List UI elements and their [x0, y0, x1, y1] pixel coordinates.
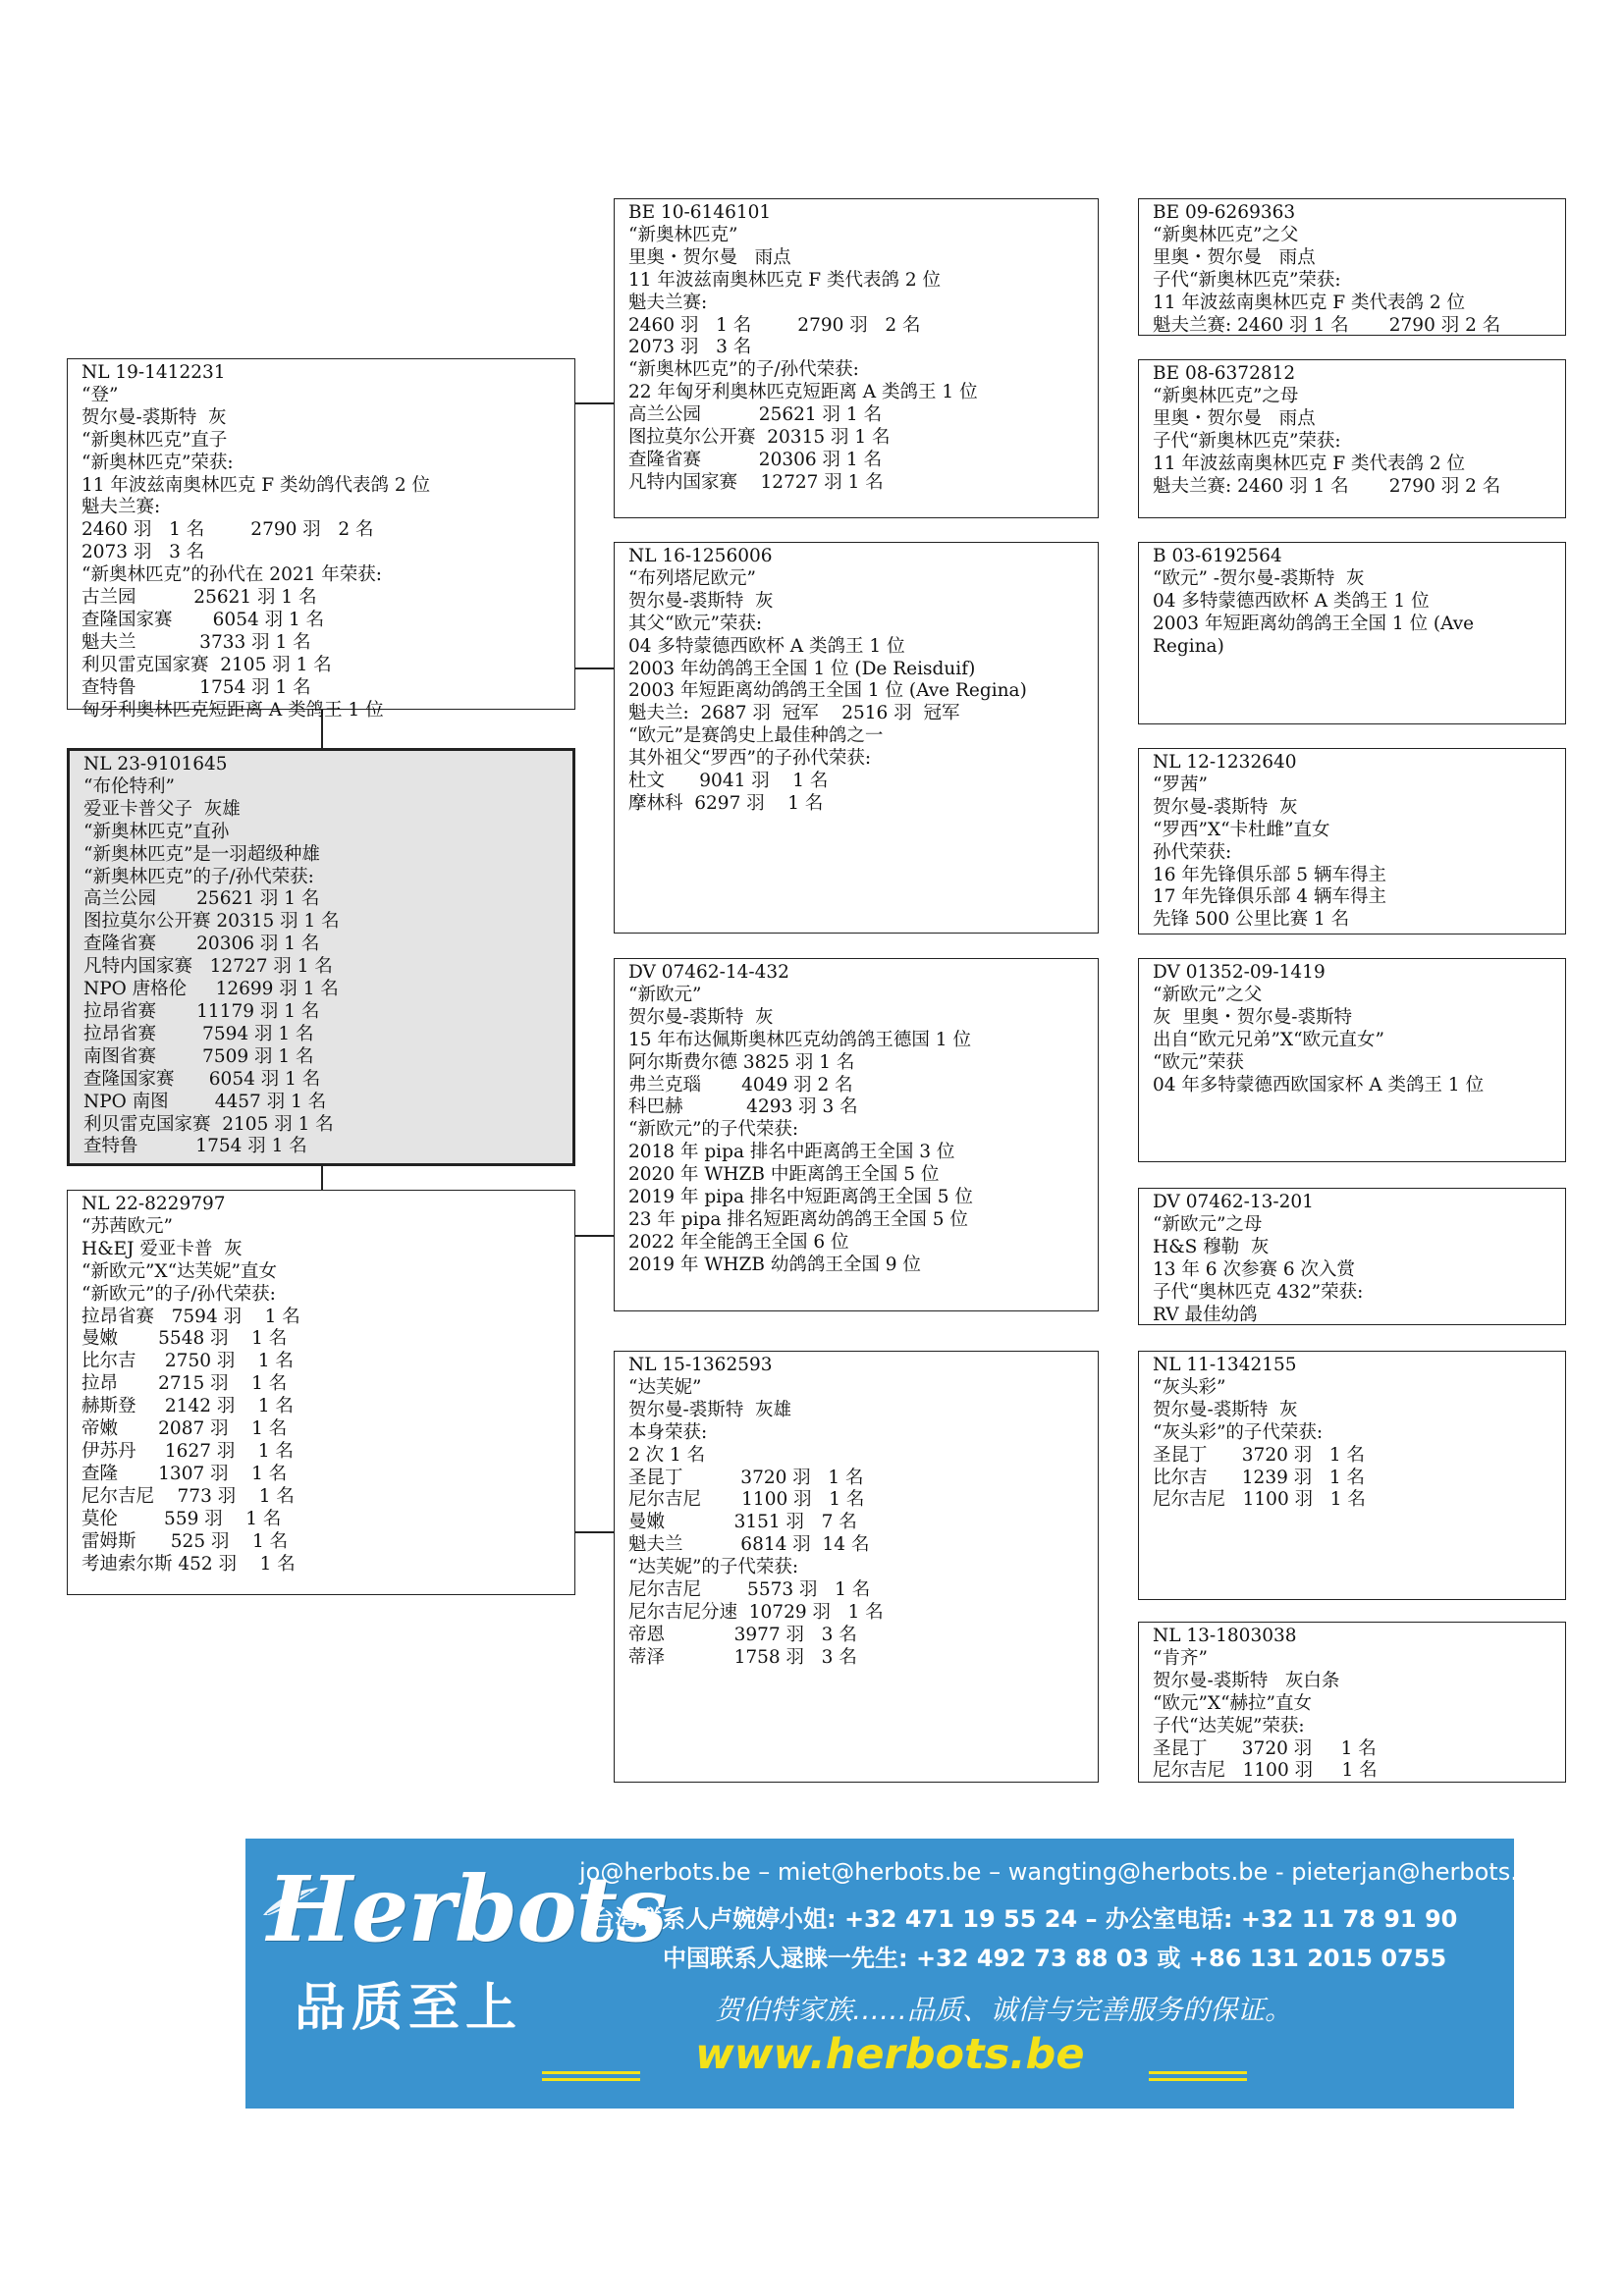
pedigree-line: “新奥林匹克”的子/孙代荣获: — [83, 866, 314, 887]
ring-number: DV 07462-14-432 — [628, 962, 789, 983]
pedigree-line: 尼尔吉尼 1100 羽 1 名 — [628, 1489, 865, 1511]
ring-number: NL 19-1412231 — [81, 362, 226, 383]
ring-number: B 03-6192564 — [1153, 546, 1282, 566]
pedigree-line: 爱亚卡普父子 灰雄 — [83, 798, 241, 820]
pedigree-line: 里奥・贺尔曼 雨点 — [628, 246, 791, 268]
pedigree-line: 子代“新奥林匹克”荣获: — [1153, 269, 1341, 291]
pedigree-line: 查隆 1307 羽 1 名 — [81, 1463, 288, 1484]
dam-sire-card — [614, 958, 1099, 1311]
pedigree-line: “新欧元” — [628, 984, 702, 1005]
pedigree-line: “新奥林匹克” — [628, 224, 738, 245]
pedigree-line: 尼尔吉尼 773 羽 1 名 — [81, 1485, 295, 1507]
pedigree-line: “新奥林匹克”直孙 — [83, 821, 230, 842]
pedigree-line: “新欧元”之母 — [1153, 1213, 1263, 1235]
sire-sire-dam-card — [1138, 359, 1566, 518]
pedigree-line: 曼嫩 5548 羽 1 名 — [81, 1328, 288, 1350]
pedigree-line: “新奥林匹克”的子/孙代荣获: — [628, 359, 859, 381]
pedigree-line: 伊苏丹 1627 羽 1 名 — [81, 1440, 295, 1462]
pedigree-line: 高兰公园 25621 羽 1 名 — [83, 888, 320, 910]
pedigree-line: 拉昂省赛 11179 羽 1 名 — [83, 1000, 320, 1022]
pedigree-line: 古兰园 25621 羽 1 名 — [81, 587, 317, 609]
pedigree-line: 2073 羽 3 名 — [81, 542, 205, 563]
ring-number: NL 11-1342155 — [1153, 1355, 1297, 1375]
pedigree-line: 贺尔曼-裘斯特 灰白条 — [1153, 1670, 1340, 1691]
pedigree-line: 2019 年 WHZB 幼鸽鸽王全国 9 位 — [628, 1254, 921, 1275]
sire-dam-dam-card — [1138, 748, 1566, 934]
pedigree-line: “新奥林匹克”之父 — [1153, 224, 1299, 245]
ring-number: DV 07462-13-201 — [1153, 1192, 1314, 1212]
pedigree-line: 先锋 500 公里比赛 1 名 — [1153, 909, 1350, 931]
dam-dam-dam-card — [1138, 1622, 1566, 1783]
pedigree-line: 帝嫩 2087 羽 1 名 — [81, 1418, 288, 1440]
pedigree-line: “新欧元”的子/孙代荣获: — [81, 1283, 276, 1305]
sire-dam-sire-card — [1138, 542, 1566, 724]
pedigree-line: 2003 年幼鸽鸽王全国 1 位 (De Reisduif) — [628, 658, 976, 679]
connector-sire-sire — [574, 402, 615, 404]
pedigree-line: 圣昆丁 3720 羽 1 名 — [1153, 1444, 1366, 1466]
pedigree-line: 13 年 6 次参赛 6 次入赏 — [1153, 1258, 1355, 1280]
pedigree-line: “欧元” -贺尔曼-裘斯特 灰 — [1153, 567, 1365, 589]
pedigree-line: 魁夫兰 3733 羽 1 名 — [81, 631, 311, 653]
pedigree-line: 2003 年短距离幼鸽鸽王全国 1 位 (Ave — [1153, 613, 1475, 634]
taiwan-contact: 台湾联系人卢婉婷小姐: +32 471 19 55 24 – 办公室电话: +32 11 78 91 90 — [591, 1905, 1458, 1933]
pedigree-line: 查隆省赛 20306 羽 1 名 — [628, 449, 883, 470]
pedigree-line: “灰头彩”的子代荣获: — [1153, 1421, 1324, 1443]
pedigree-line: 赫斯登 2142 羽 1 名 — [81, 1396, 295, 1417]
pedigree-line: 11 年波兹南奥林匹克 F 类代表鸽 2 位 — [1153, 453, 1466, 474]
ring-number: NL 15-1362593 — [628, 1355, 773, 1375]
pedigree-line: 拉昂 2715 羽 1 名 — [81, 1373, 288, 1395]
pedigree-line: NPO 唐格伦 12699 羽 1 名 — [83, 979, 339, 1000]
pedigree-line: 魁夫兰赛: 2460 羽 1 名 2790 羽 2 名 — [1153, 314, 1501, 336]
pedigree-line: 比尔吉 1239 羽 1 名 — [1153, 1467, 1366, 1488]
pedigree-line: 2073 羽 3 名 — [628, 337, 752, 358]
decorative-line-left-2 — [542, 2078, 640, 2081]
pedigree-line: “登” — [81, 384, 119, 405]
ring-number: NL 12-1232640 — [1153, 752, 1297, 773]
pedigree-line: 匈牙利奥林匹克短距离 A 类鸽王 1 位 — [81, 699, 384, 721]
website-link[interactable]: www.herbots.be — [695, 2030, 1085, 2079]
pedigree-line: 17 年先锋俱乐部 4 辆车得主 — [1153, 886, 1386, 908]
decorative-line-left — [542, 2071, 640, 2074]
pedigree-line: 高兰公园 25621 羽 1 名 — [628, 404, 883, 426]
dam-dam-card — [614, 1351, 1099, 1783]
pedigree-line: 杜文 9041 羽 1 名 — [628, 771, 829, 792]
pedigree-line: Regina) — [1153, 635, 1224, 657]
pedigree-line: H&EJ 爱亚卡普 灰 — [81, 1238, 243, 1259]
pedigree-line: 2460 羽 1 名 2790 羽 2 名 — [628, 314, 921, 336]
pedigree-line: 查特鲁 1754 羽 1 名 — [83, 1136, 307, 1157]
pedigree-line: 贺尔曼-裘斯特 灰 — [628, 590, 774, 612]
pedigree-line: 查隆国家赛 6054 羽 1 名 — [83, 1068, 321, 1090]
pedigree-line: 曼嫩 3151 羽 7 名 — [628, 1512, 857, 1533]
pedigree-line: 尼尔吉尼 5573 羽 1 名 — [628, 1579, 871, 1601]
pedigree-line: 15 年布达佩斯奥林匹克幼鸽鸽王德国 1 位 — [628, 1029, 971, 1050]
pedigree-line: 22 年匈牙利奥林匹克短距离 A 类鸽王 1 位 — [628, 382, 978, 403]
pedigree-line: 阿尔斯费尔德 3825 羽 1 名 — [628, 1051, 855, 1073]
pedigree-line: “肯齐” — [1153, 1647, 1208, 1669]
pedigree-line: 2022 年全能鸽王全国 6 位 — [628, 1231, 849, 1253]
pedigree-line: 出自“欧元兄弟”X“欧元直女” — [1153, 1029, 1385, 1050]
pedigree-line: 尼尔吉尼 1100 羽 1 名 — [1153, 1489, 1366, 1511]
dam-dam-sire-card — [1138, 1351, 1566, 1600]
pedigree-line: 04 年多特蒙德西欧国家杯 A 类鸽王 1 位 — [1153, 1074, 1485, 1095]
pedigree-line: 莫伦 559 羽 1 名 — [81, 1508, 282, 1529]
pedigree-line: 本身荣获: — [628, 1421, 708, 1443]
pedigree-line: 贺尔曼-裘斯特 灰雄 — [628, 1399, 792, 1420]
dam-sire-dam-card — [1138, 1188, 1566, 1325]
pedigree-line: 蒂泽 1758 羽 3 名 — [628, 1646, 857, 1668]
pedigree-line: 凡特内国家赛 12727 羽 1 名 — [628, 471, 884, 493]
ring-number: DV 01352-09-1419 — [1153, 962, 1326, 983]
pedigree-line: “新欧元”X“达芙妮”直女 — [81, 1260, 278, 1282]
pedigree-line: “罗茜” — [1153, 774, 1208, 795]
pedigree-line: 2019 年 pipa 排名中短距离鸽王全国 5 位 — [628, 1187, 973, 1208]
pedigree-line: 图拉莫尔公开赛 20315 羽 1 名 — [83, 911, 340, 933]
pedigree-line: 2018 年 pipa 排名中距离鸽王全国 3 位 — [628, 1142, 955, 1163]
connector-dam-sire — [574, 1235, 615, 1237]
tagline: 贺伯特家族……品质、诚信与完善服务的保证。 — [715, 1994, 1293, 2026]
pedigree-line: 里奥・贺尔曼 雨点 — [1153, 407, 1316, 429]
pedigree-line: 04 多特蒙德西欧杯 A 类鸽王 1 位 — [628, 635, 905, 657]
pedigree-line: “新奥林匹克”荣获: — [81, 452, 234, 473]
pedigree-line: “达芙妮” — [628, 1376, 702, 1398]
pedigree-line: “欧元”X“赫拉”直女 — [1153, 1692, 1313, 1714]
sire-sire-card — [614, 198, 1099, 518]
decorative-line-right — [1149, 2071, 1247, 2074]
pedigree-line: 贺尔曼-裘斯特 灰 — [1153, 796, 1298, 818]
pedigree-line: “新欧元”的子代荣获: — [628, 1119, 799, 1141]
contact-banner — [245, 1839, 1547, 2109]
ring-number: NL 16-1256006 — [628, 546, 773, 566]
pedigree-line: “苏茜欧元” — [81, 1215, 173, 1237]
pedigree-line: “新奥林匹克”的孙代在 2021 年荣获: — [81, 564, 382, 586]
pedigree-line: 贺尔曼-裘斯特 灰 — [1153, 1399, 1298, 1420]
ring-number: NL 13-1803038 — [1153, 1626, 1297, 1646]
pedigree-line: 11 年波兹南奥林匹克 F 类代表鸽 2 位 — [628, 269, 942, 291]
pedigree-line: 贺尔曼-裘斯特 灰 — [628, 1006, 774, 1028]
pedigree-line: RV 最佳幼鸽 — [1153, 1304, 1258, 1325]
pedigree-line: 查隆省赛 20306 羽 1 名 — [83, 934, 320, 955]
china-contact: 中国联系人逯睐一先生: +32 492 73 88 03 或 +86 131 2015 0755 — [663, 1945, 1447, 1972]
pedigree-line: 2460 羽 1 名 2790 羽 2 名 — [81, 519, 374, 541]
herbots-logo: Herbots — [267, 1856, 667, 1962]
pedigree-line: 子代“新奥林匹克”荣获: — [1153, 430, 1341, 452]
pedigree-line: 其外祖父“罗西”的子孙代荣获: — [628, 748, 872, 770]
pedigree-line: 比尔吉 2750 羽 1 名 — [81, 1351, 295, 1372]
ring-number: NL 22-8229797 — [81, 1194, 226, 1214]
ring-number: BE 09-6269363 — [1153, 202, 1296, 223]
pedigree-line: 南图省赛 7509 羽 1 名 — [83, 1045, 314, 1067]
sire-sire-sire-card — [1138, 198, 1566, 336]
pedigree-line: 2020 年 WHZB 中距离鸽王全国 5 位 — [628, 1164, 940, 1186]
pedigree-line: “欧元”是赛鸽史上最佳种鸽之一 — [628, 725, 884, 747]
pedigree-line: 利贝雷克国家赛 2105 羽 1 名 — [81, 654, 332, 675]
pedigree-line: 里奥・贺尔曼 雨点 — [1153, 246, 1316, 268]
email-addresses[interactable]: jo@herbots.be – miet@herbots.be – wangting@herbots.be - pieterjan@herbots.be — [579, 1858, 1547, 1886]
pedigree-line: 帝恩 3977 羽 3 名 — [628, 1624, 857, 1645]
connector-sire-dam — [574, 667, 615, 669]
pedigree-line: 圣昆丁 3720 羽 1 名 — [628, 1467, 864, 1488]
pedigree-line: “灰头彩” — [1153, 1376, 1226, 1398]
pedigree-line: 雷姆斯 525 羽 1 名 — [81, 1530, 289, 1552]
pedigree-line: 魁夫兰: 2687 羽 冠军 2516 羽 冠军 — [628, 703, 960, 724]
dam-sire-sire-card — [1138, 958, 1566, 1162]
pedigree-line: 魁夫兰赛: — [628, 292, 708, 313]
decorative-line-right-2 — [1149, 2078, 1247, 2081]
ring-number: NL 23-9101645 — [83, 754, 228, 774]
pedigree-line: “布列塔尼欧元” — [628, 567, 756, 589]
slogan: 品质至上 — [295, 1979, 523, 2038]
pedigree-line: 弗兰克瑙 4049 羽 2 名 — [628, 1074, 853, 1095]
pedigree-line: 2003 年短距离幼鸽鸽王全国 1 位 (Ave Regina) — [628, 680, 1027, 702]
pedigree-line: 查特鲁 1754 羽 1 名 — [81, 676, 311, 698]
pedigree-line: 利贝雷克国家赛 2105 羽 1 名 — [83, 1113, 334, 1135]
pedigree-line: “新奥林匹克”之母 — [1153, 385, 1299, 406]
pedigree-line: 11 年波兹南奥林匹克 F 类代表鸽 2 位 — [1153, 292, 1466, 313]
pedigree-subject-card — [67, 748, 575, 1166]
pedigree-line: 考迪索尔斯 452 羽 1 名 — [81, 1553, 296, 1575]
pedigree-line: 魁夫兰赛: — [81, 497, 161, 518]
pedigree-line: 拉昂省赛 7594 羽 1 名 — [83, 1023, 314, 1044]
connector-dam-dam — [574, 1531, 615, 1533]
pedigree-line: 魁夫兰赛: 2460 羽 1 名 2790 羽 2 名 — [1153, 475, 1501, 497]
pedigree-line: “新欧元”之父 — [1153, 984, 1263, 1005]
pedigree-line: “达芙妮”的子代荣获: — [628, 1557, 799, 1578]
pedigree-line: 图拉莫尔公开赛 20315 羽 1 名 — [628, 427, 891, 449]
dam-card — [67, 1190, 575, 1595]
pedigree-line: 尼尔吉尼分速 10729 羽 1 名 — [628, 1601, 884, 1623]
pedigree-line: NPO 南图 4457 羽 1 名 — [83, 1091, 327, 1112]
pedigree-line: 其父“欧元”荣获: — [628, 613, 763, 634]
pedigree-line: 摩林科 6297 羽 1 名 — [628, 792, 824, 814]
pedigree-line: 04 多特蒙德西欧杯 A 类鸽王 1 位 — [1153, 590, 1430, 612]
pedigree-line: 2 次 1 名 — [628, 1444, 706, 1466]
pedigree-line: 贺尔曼-裘斯特 灰 — [81, 406, 227, 428]
pedigree-line: 子代“奥林匹克 432”荣获: — [1153, 1281, 1364, 1303]
pedigree-line: 尼尔吉尼 1100 羽 1 名 — [1153, 1760, 1378, 1782]
pedigree-line: “新奥林匹克”直子 — [81, 429, 228, 451]
pedigree-line: 圣昆丁 3720 羽 1 名 — [1153, 1737, 1377, 1759]
pedigree-line: H&S 穆勒 灰 — [1153, 1236, 1270, 1257]
pedigree-line: 23 年 pipa 排名短距离幼鸽鸽王全国 5 位 — [628, 1208, 968, 1230]
ring-number: BE 08-6372812 — [1153, 363, 1296, 384]
connector-subject-dam — [321, 1165, 323, 1191]
pedigree-line: 11 年波兹南奥林匹克 F 类幼鸽代表鸽 2 位 — [81, 474, 431, 496]
pedigree-line: 魁夫兰 6814 羽 14 名 — [628, 1534, 870, 1556]
pedigree-line: 凡特内国家赛 12727 羽 1 名 — [83, 956, 333, 978]
sire-card — [67, 358, 575, 721]
ring-number: BE 10-6146101 — [628, 202, 772, 223]
pedigree-line: 16 年先锋俱乐部 5 辆车得主 — [1153, 864, 1386, 885]
pedigree-line: 孙代荣获: — [1153, 841, 1232, 863]
pedigree-line: “欧元”荣获 — [1153, 1051, 1244, 1073]
pedigree-line: “新奥林匹克”是一羽超级种雄 — [83, 843, 320, 865]
pedigree-line: “布伦特利” — [83, 775, 175, 797]
pedigree-line: 查隆国家赛 6054 羽 1 名 — [81, 609, 325, 630]
pedigree-line: 子代“达芙妮”荣获: — [1153, 1715, 1305, 1736]
sire-dam-card — [614, 542, 1099, 934]
pedigree-line: 科巴赫 4293 羽 3 名 — [628, 1096, 858, 1118]
pedigree-line: 拉昂省赛 7594 羽 1 名 — [81, 1306, 300, 1327]
pedigree-line: 灰 里奥・贺尔曼-裘斯特 — [1153, 1006, 1353, 1028]
pedigree-line: “罗西”X“卡杜雌”直女 — [1153, 819, 1330, 840]
